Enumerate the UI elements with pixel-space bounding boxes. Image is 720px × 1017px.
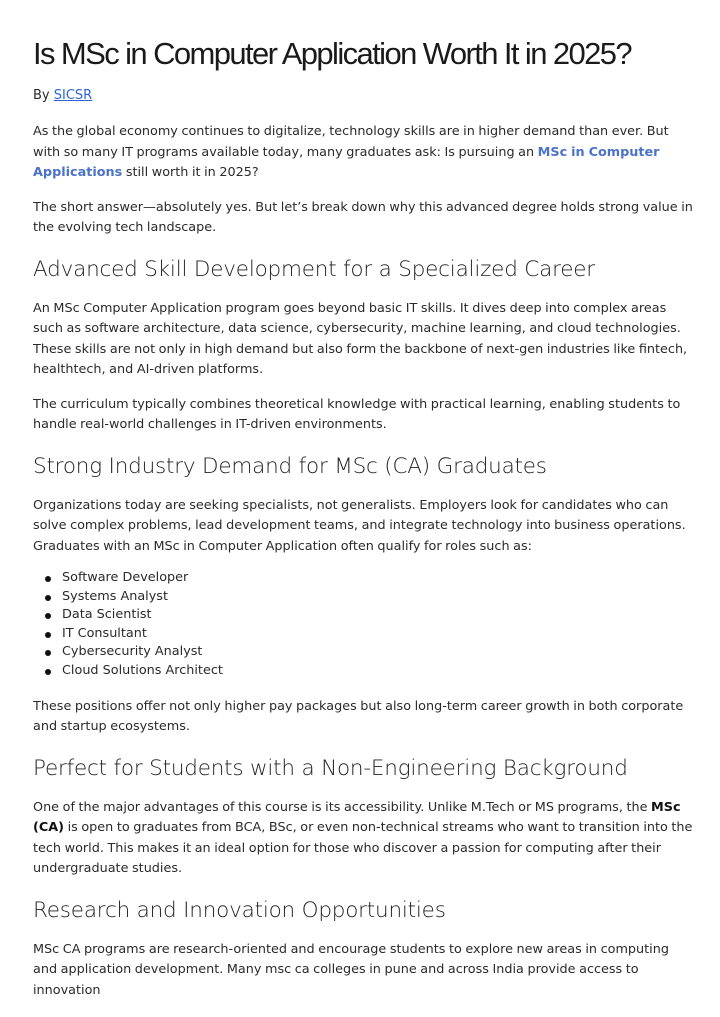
research-paragraph: MSc CA programs are research-oriented and encourage students to explore new areas in computing and application development. Many msc ca colleges in pune and across India provide access to innovation	[33, 941, 669, 998]
skill-development-paragraph-1: An MSc Computer Application program goes beyond basic IT skills. It dives deep into complex areas such as software architecture, data science, cybersecurity, machine learning, and cloud technologies. These skills are not only in high demand but also form the backbone of next-gen industries like fintech, healthtech, and AI-driven platforms.	[33, 300, 688, 377]
list-item: Systems Analyst	[45, 588, 693, 607]
non-engineering-text-after: is open to graduates from BCA, BSc, or even non-technical streams who want to transition into the tech world. This makes it an ideal option for those who discover a passion for computing after their undergraduate studies.	[33, 820, 693, 877]
byline-prefix: By	[33, 88, 50, 103]
list-item: Software Developer	[45, 569, 693, 588]
industry-demand-paragraph-2: These positions offer not only higher pay packages but also long-term career growth in both corporate and startup ecosystems.	[33, 698, 684, 735]
roles-list	[45, 569, 693, 681]
section-heading-skill-development: Advanced Skill Development for a Specialized Career	[33, 256, 595, 282]
section-heading-industry-demand: Strong Industry Demand for MSc (CA) Graduates	[33, 453, 547, 479]
industry-demand-paragraph-1: Organizations today are seeking specialists, not generalists. Employers look for candidates who can solve complex problems, lead development teams, and integrate technology into business operations. Graduates with an MSc in Computer Application often qualify for roles such as:	[33, 497, 686, 554]
section-heading-research: Research and Innovation Opportunities	[33, 897, 446, 923]
section-heading-non-engineering: Perfect for Students with a Non-Engineering Background	[33, 755, 628, 781]
msc-ca-bold-text: MSc (CA)	[33, 799, 681, 836]
article-body	[33, 122, 693, 1015]
article-title: Is MSc in Computer Application Worth It in 2025?	[33, 36, 632, 71]
msc-computer-applications-link[interactable]: MSc in Computer Applications	[33, 144, 660, 180]
list-item: Data Scientist	[45, 606, 693, 625]
intro-text-before: As the global economy continues to digitalize, technology skills are in higher demand than ever. But with so many IT programs available today, many graduates ask: Is pursuing an	[33, 124, 669, 160]
list-item: IT Consultant	[45, 625, 693, 644]
skill-development-paragraph-2: The curriculum typically combines theoretical knowledge with practical learning, enabling students to handle real-world challenges in IT-driven environments.	[33, 396, 681, 432]
list-item: Cybersecurity Analyst	[45, 643, 693, 662]
intro-paragraph-2: The short answer—absolutely yes. But let’s break down why this advanced degree holds strong value in the evolving tech landscape.	[33, 199, 693, 235]
author-link[interactable]: SICSR	[53, 88, 93, 103]
byline	[33, 88, 92, 103]
intro-paragraph-1	[33, 122, 693, 184]
non-engineering-paragraph	[33, 798, 693, 880]
intro-text-after: still worth it in 2025?	[122, 165, 259, 180]
list-item: Cloud Solutions Architect	[45, 662, 693, 681]
non-engineering-text-before: One of the major advantages of this course is its accessibility. Unlike M.Tech or MS programs, the	[33, 799, 652, 815]
